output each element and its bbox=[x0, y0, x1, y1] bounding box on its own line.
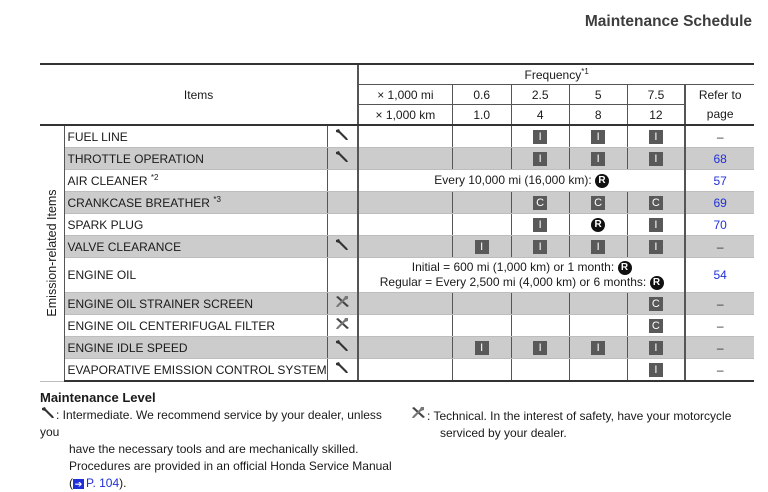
page-ref: – bbox=[685, 315, 754, 337]
inspect-icon: I bbox=[649, 363, 663, 377]
inspect-icon: I bbox=[533, 240, 547, 254]
level-icon-cell bbox=[327, 148, 358, 170]
interval-cell bbox=[452, 148, 511, 170]
crossed-tools-icon bbox=[334, 298, 351, 312]
interval-cell bbox=[569, 337, 627, 359]
clean-icon: C bbox=[649, 297, 663, 311]
interval-cell bbox=[569, 293, 627, 315]
interval-span-cell bbox=[358, 170, 685, 192]
item-name-text: EVAPORATIVE EMISSION CONTROL SYSTEM bbox=[67, 362, 327, 377]
empty-cell bbox=[358, 125, 452, 148]
inspect-icon: I bbox=[533, 341, 547, 355]
wrench-icon bbox=[334, 153, 350, 167]
interval-cell bbox=[452, 192, 511, 214]
interval-cell bbox=[452, 214, 511, 236]
service-manual-link[interactable]: P. 104 bbox=[86, 476, 120, 490]
level-icon-cell bbox=[327, 170, 358, 192]
item-name bbox=[64, 337, 327, 359]
interval-cell bbox=[511, 315, 569, 337]
empty-cell bbox=[358, 337, 452, 359]
page-title: Maintenance Schedule bbox=[584, 13, 752, 30]
page-ref-arrow-icon: ➔ bbox=[74, 478, 83, 489]
interval-span-cell bbox=[358, 258, 685, 293]
table-row bbox=[40, 293, 754, 315]
level-icon-cell bbox=[327, 315, 358, 337]
item-name-text: VALVE CLEARANCE bbox=[67, 239, 182, 254]
legend-title: Maintenance Level bbox=[40, 390, 156, 405]
replace-icon: R bbox=[650, 276, 664, 290]
empty-cell bbox=[358, 359, 452, 382]
interval-cell bbox=[452, 337, 511, 359]
inspect-icon: I bbox=[533, 152, 547, 166]
wrench-icon bbox=[40, 408, 56, 422]
table-row bbox=[40, 148, 754, 170]
inspect-icon: I bbox=[591, 341, 605, 355]
interval-cell bbox=[569, 192, 627, 214]
page-ref-link[interactable]: 69 bbox=[685, 192, 754, 214]
replace-icon: R bbox=[595, 174, 609, 188]
inspect-icon: I bbox=[475, 240, 489, 254]
empty-cell bbox=[358, 236, 452, 258]
unit-mi: × 1,000 mi bbox=[358, 85, 452, 105]
clean-icon: C bbox=[533, 196, 547, 210]
item-name-text: SPARK PLUG bbox=[67, 217, 144, 232]
interval-mi: 0.6 bbox=[452, 85, 511, 105]
interval-cell bbox=[627, 337, 685, 359]
page-ref: – bbox=[685, 337, 754, 359]
inspect-icon: I bbox=[649, 152, 663, 166]
frequency-label: Frequency bbox=[524, 68, 582, 82]
replace-icon: R bbox=[618, 261, 632, 275]
page-ref: – bbox=[685, 359, 754, 382]
interval-cell bbox=[627, 359, 685, 382]
item-name-text: ENGINE OIL STRAINER SCREEN bbox=[67, 296, 254, 311]
items-header bbox=[40, 64, 358, 125]
page-ref-link[interactable]: 54 bbox=[685, 258, 754, 293]
table-row bbox=[40, 125, 754, 148]
interval-cell bbox=[511, 293, 569, 315]
table-row bbox=[40, 236, 754, 258]
wrench-icon bbox=[334, 131, 350, 145]
item-name bbox=[64, 236, 327, 258]
item-name bbox=[64, 125, 327, 148]
interval-cell bbox=[452, 315, 511, 337]
item-note: *2 bbox=[150, 173, 159, 182]
item-name-text: THROTTLE OPERATION bbox=[67, 151, 204, 166]
item-name bbox=[64, 170, 327, 192]
level-icon-cell bbox=[327, 359, 358, 382]
table-row bbox=[40, 258, 754, 293]
inspect-icon: I bbox=[591, 240, 605, 254]
link-prefix: ( bbox=[69, 476, 73, 490]
empty-cell bbox=[358, 214, 452, 236]
level-icon-cell bbox=[327, 125, 358, 148]
crossed-tools-icon bbox=[410, 409, 427, 423]
interval-cell bbox=[569, 359, 627, 382]
interval-cell bbox=[569, 236, 627, 258]
technical-line1: : Technical. In the interest of safety, have your motorcycle bbox=[427, 409, 732, 423]
empty-cell bbox=[358, 315, 452, 337]
item-name-text: ENGINE OIL bbox=[67, 268, 137, 282]
span-line2: Regular = Every 2,500 mi (4,000 km) or 6 months: bbox=[379, 275, 647, 289]
page-ref-link[interactable]: 68 bbox=[685, 148, 754, 170]
table-row bbox=[40, 192, 754, 214]
table-row bbox=[40, 337, 754, 359]
unit-km: × 1,000 km bbox=[358, 105, 452, 126]
item-name-text: ENGINE IDLE SPEED bbox=[67, 340, 188, 355]
page-ref: – bbox=[685, 125, 754, 148]
refer-header-line2: page bbox=[706, 106, 734, 121]
table-row bbox=[40, 359, 754, 382]
wrench-icon bbox=[334, 364, 350, 378]
interval-cell bbox=[569, 125, 627, 148]
item-name-text: CRANKCASE BREATHER bbox=[67, 196, 210, 210]
item-name bbox=[64, 293, 327, 315]
item-name-text: ENGINE OIL CENTERIFUGAL FILTER bbox=[67, 318, 276, 333]
clean-icon: C bbox=[591, 196, 605, 210]
interval-cell bbox=[627, 148, 685, 170]
interval-km: 4 bbox=[511, 105, 569, 126]
level-icon-cell bbox=[327, 214, 358, 236]
table-row bbox=[40, 315, 754, 337]
inspect-icon: I bbox=[649, 218, 663, 232]
link-suffix: ). bbox=[119, 476, 127, 490]
interval-cell bbox=[511, 359, 569, 382]
intermediate-line3: Procedures are provided in an official Honda Service Manual bbox=[69, 459, 392, 473]
interval-km: 12 bbox=[627, 105, 685, 126]
wrench-icon bbox=[334, 342, 350, 356]
clean-icon: C bbox=[649, 196, 663, 210]
wrench-icon bbox=[334, 241, 350, 255]
span-line1: Initial = 600 mi (1,000 km) or 1 month: bbox=[411, 260, 615, 274]
inspect-icon: I bbox=[533, 218, 547, 232]
inspect-icon: I bbox=[475, 341, 489, 355]
interval-cell bbox=[511, 214, 569, 236]
interval-cell bbox=[627, 236, 685, 258]
interval-cell bbox=[627, 125, 685, 148]
inspect-icon: I bbox=[649, 240, 663, 254]
level-icon-cell bbox=[327, 258, 358, 293]
items-header-label: Items bbox=[183, 87, 214, 102]
item-name bbox=[64, 192, 327, 214]
interval-cell bbox=[627, 192, 685, 214]
category-label: Emission-related Items bbox=[44, 189, 59, 317]
span-text: Every 10,000 mi (16,000 km): bbox=[434, 173, 592, 188]
item-name bbox=[64, 148, 327, 170]
inspect-icon: I bbox=[533, 130, 547, 144]
interval-km: 1.0 bbox=[452, 105, 511, 126]
interval-cell bbox=[627, 315, 685, 337]
interval-cell bbox=[452, 125, 511, 148]
inspect-icon: I bbox=[591, 130, 605, 144]
item-name bbox=[64, 214, 327, 236]
item-name bbox=[64, 258, 327, 293]
empty-cell bbox=[358, 293, 452, 315]
empty-cell bbox=[358, 148, 452, 170]
interval-cell bbox=[511, 148, 569, 170]
replace-icon: R bbox=[591, 218, 605, 232]
frequency-header bbox=[358, 64, 754, 85]
interval-cell bbox=[452, 359, 511, 382]
maintenance-table bbox=[40, 63, 754, 382]
table-row bbox=[40, 214, 754, 236]
interval-cell bbox=[627, 214, 685, 236]
interval-mi: 2.5 bbox=[511, 85, 569, 105]
interval-cell bbox=[511, 192, 569, 214]
interval-cell bbox=[452, 293, 511, 315]
interval-cell bbox=[569, 315, 627, 337]
item-name bbox=[64, 359, 327, 382]
interval-cell bbox=[511, 236, 569, 258]
interval-cell bbox=[569, 148, 627, 170]
refer-header-line1: Refer to bbox=[698, 87, 742, 102]
legend-intermediate bbox=[40, 406, 400, 492]
interval-km: 8 bbox=[569, 105, 627, 126]
frequency-note: *1 bbox=[581, 67, 589, 76]
technical-line2: serviced by your dealer. bbox=[440, 426, 567, 440]
level-icon-cell bbox=[327, 236, 358, 258]
interval-cell bbox=[569, 214, 627, 236]
page-ref-link[interactable]: 70 bbox=[685, 214, 754, 236]
crossed-tools-icon bbox=[334, 320, 351, 334]
item-note: *3 bbox=[213, 195, 221, 204]
level-icon-cell bbox=[327, 293, 358, 315]
category-cell bbox=[40, 125, 64, 381]
level-icon-cell bbox=[327, 337, 358, 359]
interval-cell bbox=[627, 293, 685, 315]
refer-header bbox=[685, 85, 754, 126]
table-row bbox=[40, 170, 754, 192]
interval-cell bbox=[511, 125, 569, 148]
inspect-icon: I bbox=[591, 152, 605, 166]
level-icon-cell bbox=[327, 192, 358, 214]
inspect-icon: I bbox=[649, 130, 663, 144]
intermediate-line1: : Intermediate. We recommend service by your dealer, unless you bbox=[40, 408, 382, 439]
clean-icon: C bbox=[649, 319, 663, 333]
item-name-text: AIR CLEANER bbox=[67, 174, 148, 188]
empty-cell bbox=[358, 192, 452, 214]
page-ref: – bbox=[685, 236, 754, 258]
inspect-icon: I bbox=[649, 341, 663, 355]
interval-mi: 5 bbox=[569, 85, 627, 105]
page-ref-link[interactable]: 57 bbox=[685, 170, 754, 192]
page-ref: – bbox=[685, 293, 754, 315]
legend-technical bbox=[410, 406, 750, 442]
intermediate-line2: have the necessary tools and are mechanically skilled. bbox=[69, 442, 359, 456]
item-name bbox=[64, 315, 327, 337]
interval-cell bbox=[452, 236, 511, 258]
interval-cell bbox=[511, 337, 569, 359]
item-name-text: FUEL LINE bbox=[67, 129, 128, 144]
interval-mi: 7.5 bbox=[627, 85, 685, 105]
